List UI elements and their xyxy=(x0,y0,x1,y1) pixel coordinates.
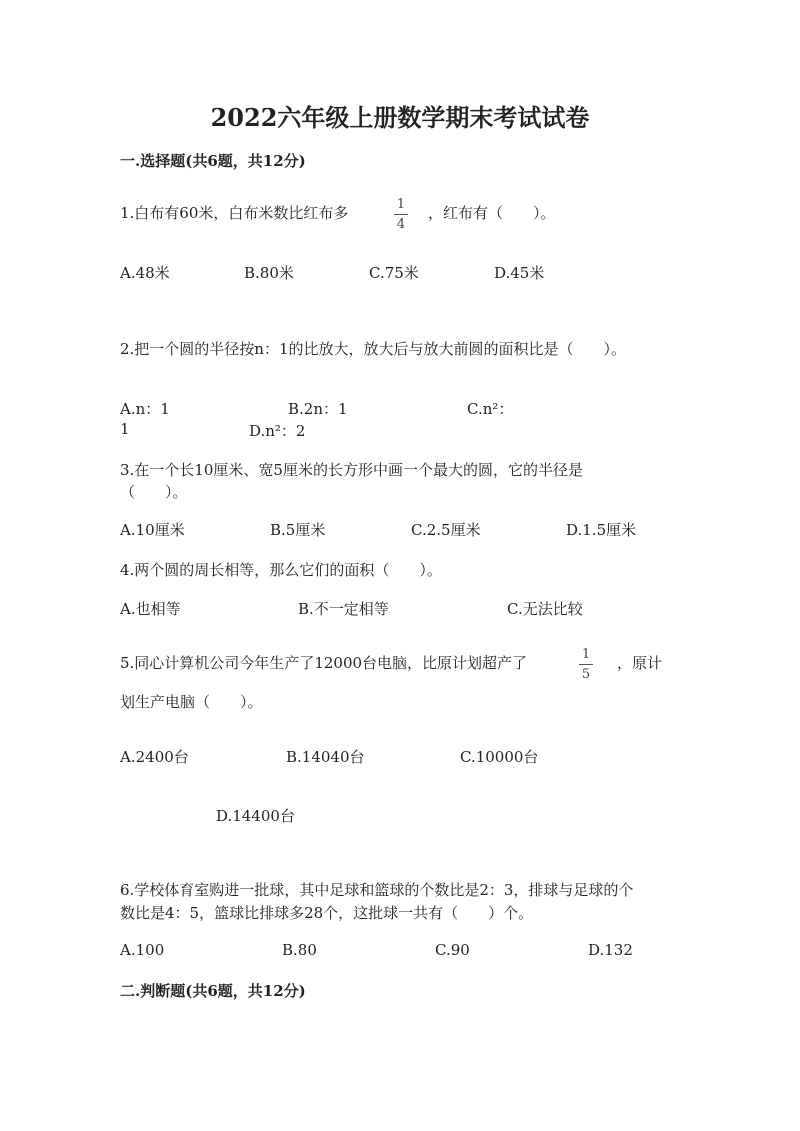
fraction-bar xyxy=(394,214,408,215)
question-6-option-c[interactable]: C.90 xyxy=(435,941,470,959)
question-3-stem-line1: 3.在一个长10厘米、宽5厘米的长方形中画一个最大的圆，它的半径是 xyxy=(120,461,583,479)
question-1-option-b[interactable]: B.80米 xyxy=(244,264,294,282)
question-1-fraction xyxy=(393,198,409,231)
question-6-stem-line1: 6.学校体育室购进一批球，其中足球和篮球的个数比是2：3，排球与足球的个 xyxy=(120,881,634,899)
question-2-option-c-cont: 1 xyxy=(120,420,130,438)
question-1-option-a[interactable]: A.48米 xyxy=(120,264,170,282)
fraction-denominator: 5 xyxy=(581,667,591,682)
question-5-option-c[interactable]: C.10000台 xyxy=(460,748,539,766)
question-5-stem-a: 5.同心计算机公司今年生产了12000台电脑，比原计划超产了 xyxy=(120,654,528,672)
fraction-denominator: 4 xyxy=(396,217,406,232)
question-3-stem-line2: （ ）。 xyxy=(120,483,188,501)
fraction-numerator: 1 xyxy=(396,197,406,212)
question-5-option-b[interactable]: B.14040台 xyxy=(286,748,365,766)
question-2-option-a[interactable]: A.n：1 xyxy=(120,400,170,418)
question-5-option-d[interactable]: D.14400台 xyxy=(216,807,295,825)
section-heading-choice: 一.选择题(共6题，共12分) xyxy=(120,152,306,170)
question-6-option-a[interactable]: A.100 xyxy=(120,941,165,959)
fraction-bar xyxy=(579,664,593,665)
question-5-stem-b: ，原计 xyxy=(617,654,663,672)
question-1-option-c[interactable]: C.75米 xyxy=(369,264,419,282)
question-4-stem: 4.两个圆的周长相等，那么它们的面积（ ）。 xyxy=(120,561,442,579)
question-3-option-a[interactable]: A.10厘米 xyxy=(120,521,185,539)
question-5-stem-line2: 划生产电脑（ ）。 xyxy=(120,693,263,711)
section-heading-judgement: 二.判断题(共6题，共12分) xyxy=(120,982,306,1000)
question-5-fraction xyxy=(578,648,594,681)
question-3-option-c[interactable]: C.2.5厘米 xyxy=(411,521,481,539)
question-2-option-b[interactable]: B.2n：1 xyxy=(288,400,348,418)
question-2-option-c[interactable]: C.n²： xyxy=(467,400,514,418)
question-4-option-a[interactable]: A.也相等 xyxy=(120,600,181,618)
question-3-option-d[interactable]: D.1.5厘米 xyxy=(566,521,637,539)
question-1-stem-a: 1.白布有60米，白布米数比红布多 xyxy=(120,204,349,222)
fraction-numerator: 1 xyxy=(581,647,591,662)
question-3-option-b[interactable]: B.5厘米 xyxy=(270,521,326,539)
question-4-option-b[interactable]: B.不一定相等 xyxy=(298,600,389,618)
question-2-option-d[interactable]: D.n²：2 xyxy=(249,422,306,440)
question-2-stem: 2.把一个圆的半径按n：1的比放大，放大后与放大前圆的面积比是（ ）。 xyxy=(120,340,627,358)
page-title: 2022六年级上册数学期末考试试卷 xyxy=(210,103,590,132)
question-1-stem-b: ，红布有（ ）。 xyxy=(428,204,556,222)
question-6-stem-line2: 数比是4：5，篮球比排球多28个，这批球一共有（ ）个。 xyxy=(120,904,534,922)
question-6-option-b[interactable]: B.80 xyxy=(282,941,317,959)
question-4-option-c[interactable]: C.无法比较 xyxy=(507,600,583,618)
question-5-option-a[interactable]: A.2400台 xyxy=(120,748,189,766)
question-1-option-d[interactable]: D.45米 xyxy=(494,264,545,282)
question-6-option-d[interactable]: D.132 xyxy=(588,941,633,959)
